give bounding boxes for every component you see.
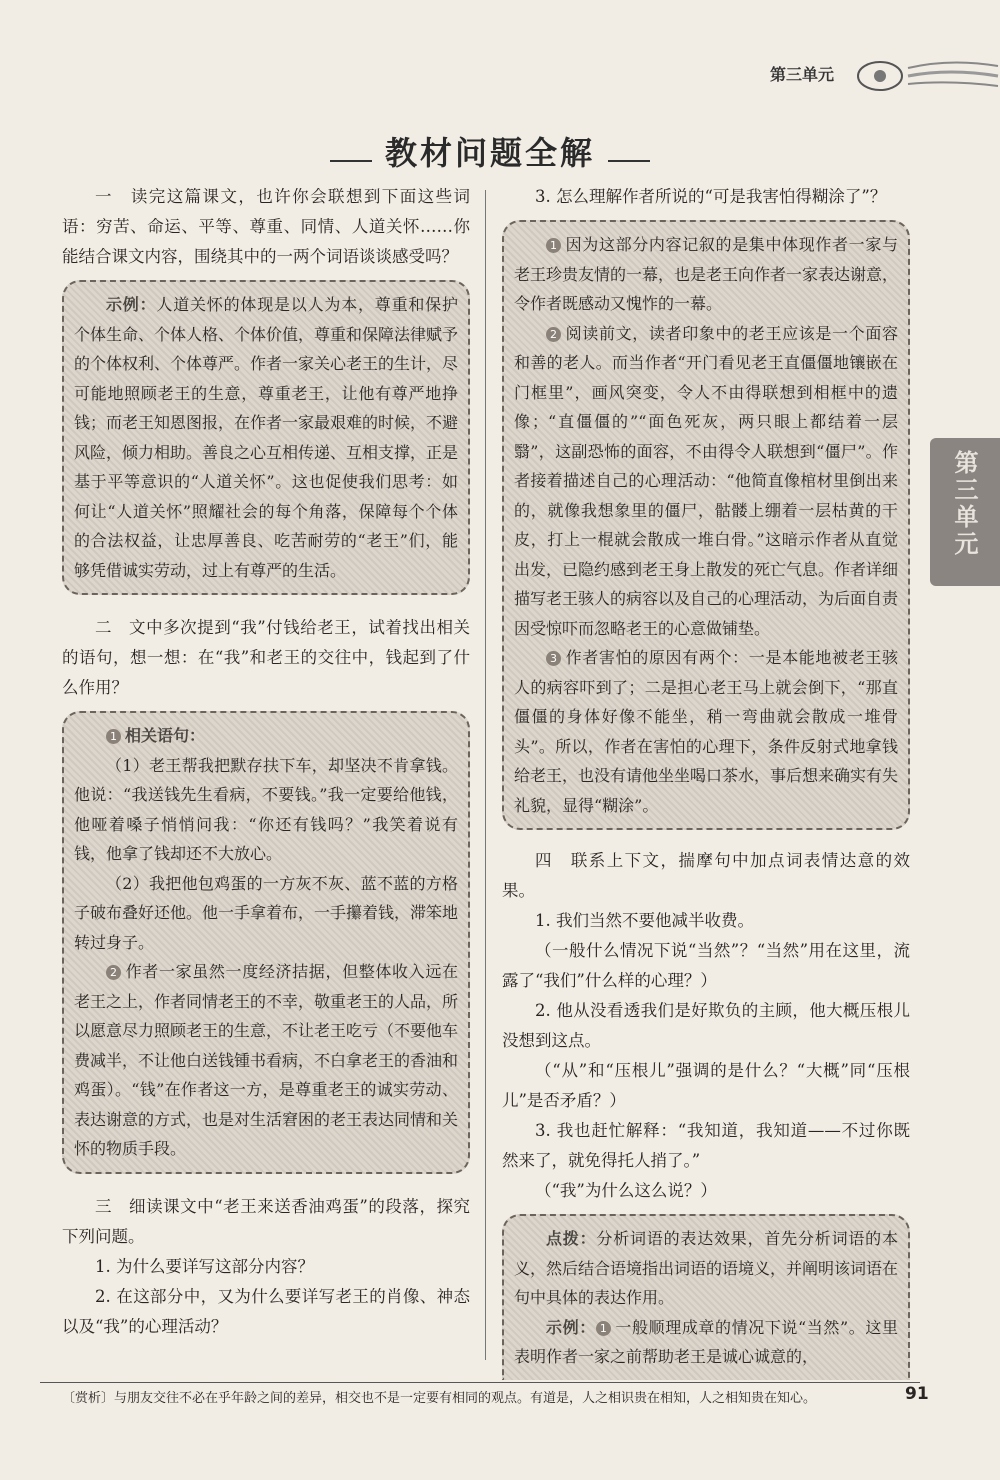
question-4-sub-1: 1. 我们当然不要他减半收费。 — [535, 911, 754, 930]
answer-1-text: 人道关怀的体现是以人为本，尊重和保护个体生命、个体人格、个体价值，尊重和保障法律赋予的个体权利、个体尊严。作者一家关心老王的生计，尽可能地照顾老王的生意，尊重老王，让他有尊严地挣钱；而老王知恩图报，在作者一家最艰难的时候，不避风险，倾力相助。善良之心互相传递、互相支撑，正是基于平等意识的“人道关怀”。这也促使我们思考：如何让“人道关怀”照耀社会的每个角落，保障每个个体的合法权益，让忠厚善良、吃苦耐劳的“老王”们，能够凭借诚实劳动，过上有尊严的生活。 — [74, 295, 459, 580]
question-4-sub-2: 2. 他从没看透我们是好欺负的主顾，他大概压根儿没想到这点。 — [502, 1001, 910, 1050]
answer-3-para-2: 阅读前文，读者印象中的老王应该是一个面容和善的老人。而当作者“开门看见老王直僵僵地镶嵌在门框里”，画风突变，令人不由得联想到相框中的遗像；“直僵僵的”“面色死灰，两只眼上都结着一层翳”，这副恐怖的面容，不由得令人联想到“僵尸”。作者接着描述自己的心理活动：“他简直像棺材里倒出来的，就像我想象里的僵尸，骷髅上绷着一层枯黄的干皮，打上一棍就会散成一堆白骨。”这暗示作者从直觉出发，已隐约感到老王身上散发的死亡气息。作者详细描写老王骇人的病容以及自己的心理活动，为后面自责因受惊吓而忽略老王的心意做铺垫。 — [514, 323, 899, 638]
question-4-sub-2-hint: （“从”和“压根儿”强调的是什么？“大概”同“压根儿”是否矛盾？） — [502, 1061, 910, 1110]
question-4-sub-3-hint: （“我”为什么这么说？） — [535, 1181, 717, 1200]
question-2: 二 文中多次提到“我”付钱给老王，试着找出相关的语句，想一想：在“我”和老王的交往中，钱起到了什么作用？ — [62, 618, 470, 697]
question-4-sub-1-hint: （一般什么情况下说“当然”？“当然”用在这里，流露了“我们”什么样的心理？） — [502, 941, 910, 990]
question-4: 四 联系上下文，揣摩句中加点词表情达意的效果。 — [502, 851, 910, 900]
header-ornament-icon — [850, 54, 1000, 98]
column-divider — [485, 190, 486, 1360]
footer-rule — [40, 1382, 920, 1383]
answer-2-para-1: （1）老王帮我把默存扶下车，却坚决不肯拿钱。他说：“我送钱先生看病，不要钱。”我一定要给他钱，他哑着嗓子悄悄问我：“你还有钱吗？”我笑着说有钱，他拿了钱却还不大放心。 — [74, 755, 458, 863]
section-title-block — [330, 128, 650, 174]
section-title: 教材问题全解 — [384, 134, 595, 172]
answer-3-para-3: 作者害怕的原因有两个：一是本能地被老王骇人的病容吓到了；二是担心老王马上就会倒下，“那直僵僵的身体好像不能坐，稍一弯曲就会散成一堆骨头”。所以，作者在害怕的心理下，条件反射式地拿钱给老王，也没有请他坐坐喝口茶水，事后想来确实有失礼貌，显得“糊涂”。 — [514, 648, 899, 815]
right-column — [502, 182, 910, 1380]
page-number: 91 — [905, 1384, 929, 1404]
example-tag: 示例： — [546, 1317, 596, 1337]
number-badge-icon: 3 — [546, 651, 561, 666]
answer-box-1 — [62, 280, 470, 595]
answer-3-para-1: 因为这部分内容记叙的是集中体现作者一家与老王珍贵友情的一幕，也是老王向作者一家表达谢意，令作者既感动又愧怍的一幕。 — [514, 235, 899, 313]
title-rule-right — [608, 160, 650, 162]
related-sentences-tag: 相关语句： — [125, 726, 206, 745]
number-badge-icon: 2 — [106, 965, 121, 980]
answer-2-para-3: 作者一家虽然一度经济拮据，但整体收入远在老王之上，作者同情老王的不幸，敬重老王的人品，所以愿意尽力照顾老王的生意，不让老王吃亏（不要他车费减半，不让他白送钱锺书看病，不白拿老王的香油和鸡蛋）。“钱”在作者这一方，是尊重老王的诚实劳动、表达谢意的方式，也是对生活窘困的老王表达同情和关怀的物质手段。 — [74, 962, 459, 1158]
example-tag: 示例： — [106, 295, 157, 314]
title-rule-left — [330, 160, 372, 162]
number-badge-icon: 1 — [106, 729, 121, 744]
answer-box-2 — [62, 711, 470, 1174]
question-3-sub-2: 2. 在这部分中，又为什么要详写老王的肖像、神态以及“我”的心理活动？ — [62, 1286, 470, 1336]
number-badge-icon: 1 — [546, 238, 561, 253]
side-tab-label: 第三单元 — [950, 450, 978, 558]
left-column — [62, 182, 470, 1342]
unit-header: 第三单元 — [770, 65, 835, 84]
answer-box-3 — [502, 220, 910, 830]
question-3: 三 细读课文中“老王来送香油鸡蛋”的段落，探究下列问题。 — [62, 1196, 470, 1246]
question-3-sub-1: 1. 为什么要详写这部分内容？ — [95, 1256, 314, 1276]
answer-4-para-1: 分析词语的表达效果，首先分析词语的本义，然后结合语境指出词语的语境义，并阐明该词语在句中具体的表达作用。 — [514, 1229, 899, 1307]
answer-4-para-2: 一般顺理成章的情况下说“当然”。这里表明作者一家之前帮助老王是诚心诚意的， — [514, 1317, 898, 1366]
answer-2-para-2: （2）我把他包鸡蛋的一方灰不灰、蓝不蓝的方格子破布叠好还他。他一手拿着布，一手攥着钱，滞笨地转过身子。 — [74, 873, 459, 952]
question-4-sub-3: 3. 我也赶忙解释：“我知道，我知道——不过你既然来了，就免得托人捎了。” — [502, 1121, 910, 1170]
question-1: 一 读完这篇课文，也许你会联想到下面这些词语：穷苦、命运、平等、尊重、同情、人道关怀……你能结合课文内容，围绕其中的一两个词语谈谈感受吗？ — [62, 187, 470, 266]
number-badge-icon: 2 — [546, 327, 561, 342]
answer-box-4 — [502, 1214, 910, 1380]
footer-note: 〔赏析〕与朋友交往不必在乎年龄之间的差异，相交也不是一定要有相同的观点。有道是，人之相识贵在相知，人之相知贵在知心。 — [62, 1391, 817, 1406]
number-badge-icon: 1 — [596, 1321, 611, 1336]
question-3-sub-3: 3. 怎么理解作者所说的“可是我害怕得糊涂了”？ — [535, 187, 887, 206]
hint-tag: 点拨： — [546, 1229, 597, 1248]
